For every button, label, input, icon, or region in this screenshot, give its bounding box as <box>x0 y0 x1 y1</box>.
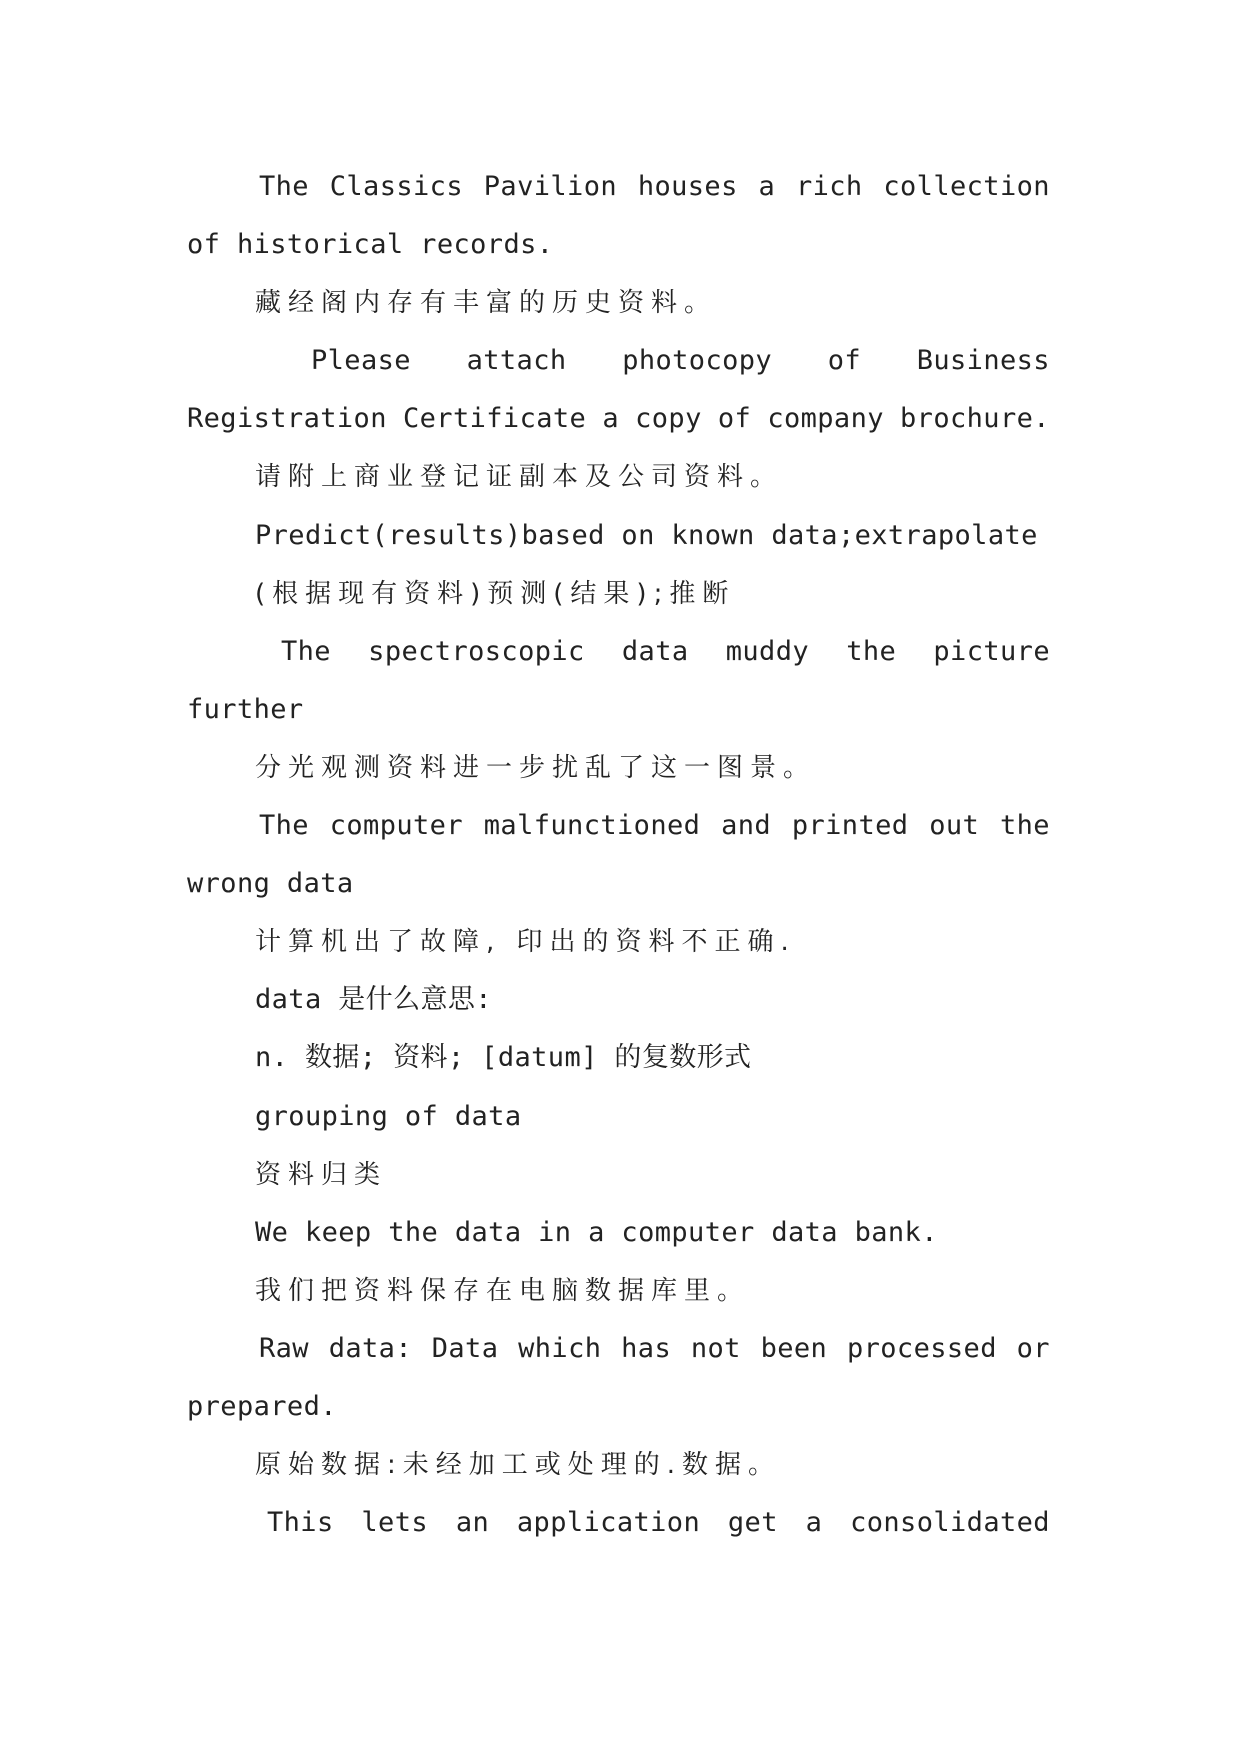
text-line: 资料归类 <box>255 1159 388 1190</box>
word: data <box>621 635 689 667</box>
word: data: <box>328 1332 412 1364</box>
text-line: 我们把资料保存在电脑数据库里。 <box>255 1275 751 1306</box>
word: Pavilion <box>483 171 618 202</box>
document-body <box>187 158 1050 1552</box>
text-line <box>187 158 1050 216</box>
word: an <box>455 1507 490 1539</box>
word: Classics <box>329 171 463 202</box>
word: collection <box>883 171 1050 202</box>
word: The <box>259 171 309 202</box>
word: The <box>259 810 309 842</box>
text-line: 请附上商业登记证副本及公司资料。 <box>255 462 784 493</box>
word: been <box>760 1332 828 1364</box>
word: out <box>929 810 980 842</box>
word: The <box>281 635 331 667</box>
text-line <box>187 623 1050 681</box>
text-line: 分光观测资料进一步扰乱了这一图景。 <box>255 752 817 783</box>
word: malfunctioned <box>483 810 701 842</box>
text-line <box>187 332 1050 390</box>
word: a <box>758 171 776 202</box>
text-line: prepared. <box>187 1390 337 1422</box>
word: houses <box>637 171 738 202</box>
word: company <box>767 403 884 435</box>
word: or <box>1016 1332 1050 1364</box>
text-line: grouping of data <box>255 1100 522 1132</box>
text-line: We keep the data in a computer data bank. <box>255 1216 938 1248</box>
word: Certificate <box>403 403 587 435</box>
text-line: Predict(results)based on known data;extrapolate <box>255 519 1038 551</box>
word: Registration <box>187 403 387 435</box>
word: copy <box>635 403 702 435</box>
word: a <box>602 403 619 435</box>
word: lets <box>361 1507 429 1539</box>
text-line: 藏经阁内存有丰富的历史资料。 <box>255 288 718 319</box>
word: Please <box>311 345 411 377</box>
word: attach <box>466 345 567 377</box>
text-line <box>187 797 1050 855</box>
word: printed <box>791 810 909 842</box>
word: the <box>846 635 897 667</box>
word: and <box>721 810 772 842</box>
text-line: data 是什么意思: <box>255 984 492 1016</box>
word: of <box>717 403 752 435</box>
word: of <box>827 345 862 377</box>
word: This <box>267 1507 334 1539</box>
word: picture <box>933 635 1050 667</box>
text-line <box>187 390 1050 448</box>
word: processed <box>846 1332 997 1364</box>
word: spectroscopic <box>368 635 585 667</box>
word: photocopy <box>622 345 773 377</box>
text-line: 原始数据:未经加工或处理的.数据。 <box>255 1450 782 1481</box>
text-line: wrong data <box>187 868 354 900</box>
text-line: of historical records. <box>187 229 554 261</box>
word: consolidated <box>850 1507 1050 1539</box>
word: which <box>518 1332 602 1364</box>
word: has <box>621 1332 672 1364</box>
word: Data <box>431 1332 499 1364</box>
word: application <box>516 1507 701 1539</box>
word: rich <box>795 171 863 202</box>
word: Raw <box>259 1332 309 1364</box>
text-line <box>187 1320 1050 1378</box>
word: brochure. <box>900 403 1050 435</box>
word: muddy <box>725 635 810 667</box>
text-line: (根据现有资料)预测(结果);推断 <box>255 578 736 609</box>
word: computer <box>329 810 463 842</box>
text-line: 计算机出了故障, 印出的资料不正确. <box>255 927 796 958</box>
word: not <box>690 1332 741 1364</box>
word: get <box>727 1507 778 1539</box>
word: the <box>999 810 1050 842</box>
word: a <box>805 1507 823 1539</box>
text-line <box>187 1494 1050 1552</box>
text-line: further <box>187 693 304 725</box>
text-line: n. 数据; 资料; [datum] 的复数形式 <box>255 1042 752 1074</box>
word: Business <box>916 345 1050 377</box>
